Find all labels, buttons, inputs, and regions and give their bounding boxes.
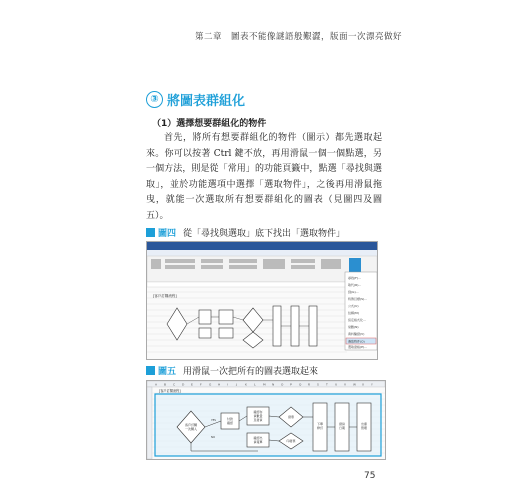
svg-text:設定格式化...: 設定格式化...: [348, 318, 366, 322]
svg-text:到(G)...: 到(G)...: [348, 290, 359, 294]
svg-text:選取物件(O): 選取物件(O): [348, 339, 365, 344]
figure4-label: [146, 226, 345, 239]
figure5-no: NO: [211, 436, 215, 439]
figure4-number: 圖四: [158, 229, 177, 239]
svg-text:A: A: [155, 382, 158, 387]
svg-text:E: E: [191, 382, 193, 387]
svg-text:B: B: [164, 382, 167, 387]
section-title: [146, 90, 245, 109]
svg-text:特殊目標(S)...: 特殊目標(S)...: [348, 297, 368, 301]
svg-text:出庫: 出庫: [360, 422, 368, 426]
svg-text:K: K: [245, 382, 247, 387]
svg-text:H: H: [218, 382, 221, 387]
svg-text:確認: 確認: [226, 421, 234, 425]
svg-text:發貨: 發貨: [338, 422, 346, 426]
svg-text:及發貨: 及發貨: [253, 418, 263, 422]
svg-text:發票: 發票: [287, 415, 295, 419]
figure5-label: [146, 364, 318, 377]
svg-text:修訂: 修訂: [316, 426, 324, 430]
svg-text:L: L: [254, 382, 256, 387]
figure5-caption: 用滑鼠一次把所有的圖表選取起來: [183, 367, 319, 377]
svg-text:W: W: [353, 382, 356, 387]
svg-text:選取窗格(P)...: 選取窗格(P)...: [348, 345, 368, 349]
svg-text:常數(N): 常數(N): [348, 325, 359, 329]
figure-marker-icon: [146, 366, 155, 375]
svg-text:C: C: [173, 382, 176, 387]
figure5-cell-label: [客戶訂購流程]: [159, 389, 181, 393]
section-number: ③: [146, 91, 163, 108]
svg-text:O: O: [281, 382, 284, 387]
svg-text:Y: Y: [371, 382, 373, 387]
svg-text:貨報單: 貨報單: [253, 440, 263, 444]
svg-text:Q: Q: [299, 382, 302, 387]
svg-text:確認存: 確認存: [253, 410, 263, 414]
svg-text:客戶訂購: 客戶訂購: [184, 423, 198, 427]
figure4-screenshot: [146, 241, 378, 360]
svg-text:尋找(F)...: 尋找(F)...: [348, 276, 361, 280]
page-number: 75: [364, 471, 376, 481]
svg-text:G: G: [209, 382, 212, 387]
svg-text:管理: 管理: [360, 426, 368, 430]
svg-text:P: P: [290, 382, 292, 387]
svg-text:取代(R)...: 取代(R)...: [348, 283, 362, 287]
figure4-cell-label: [客戶訂購流程]: [153, 294, 177, 298]
svg-text:貨數量: 貨數量: [253, 414, 263, 418]
svg-text:印發票: 印發票: [286, 439, 296, 443]
svg-text:確認出: 確認出: [253, 436, 263, 440]
svg-text:註解(M): 註解(M): [348, 311, 359, 315]
figure4-caption: 從「尋找與選取」底下找出「選取物件」: [183, 229, 346, 239]
body-paragraph: 首先，將所有想要群組化的物件（圖示）都先選取起來。你可以按著 Ctrl 鍵不放，再用滑鼠一個一個點選，另一個方法，則是從「常用」的功能頁籤中，點選「尋找與選取」，並於功能選項中選擇「選取物件」，之後再用滑鼠拖曳，就能一次選取所有想要群組化的圖表（見圖四及圖五）。: [146, 133, 382, 221]
svg-text:付款: 付款: [226, 417, 234, 421]
running-header: 第二章 圖表不能像謎語般艱澀，版面一次漂亮做好: [194, 32, 402, 42]
svg-text:S: S: [317, 382, 319, 387]
svg-text:V: V: [344, 382, 347, 387]
section-title-text: 將圖表群組化: [167, 94, 246, 109]
figure-marker-icon: [146, 228, 155, 237]
svg-text:M: M: [263, 382, 266, 387]
subsection-title: （1）選擇想要群組化的物件: [152, 119, 267, 129]
svg-text:D: D: [182, 382, 185, 387]
svg-text:公式(U): 公式(U): [348, 304, 359, 308]
svg-text:下單: 下單: [316, 422, 324, 426]
svg-text:J: J: [236, 382, 237, 387]
svg-text:資料驗證(V): 資料驗證(V): [348, 332, 365, 336]
svg-text:I: I: [227, 382, 228, 387]
svg-text:R: R: [308, 382, 311, 387]
figure5-screenshot: [146, 380, 386, 460]
figure5-number: 圖五: [158, 367, 177, 377]
svg-text:日期: 日期: [338, 426, 346, 430]
svg-text:U: U: [335, 382, 338, 387]
figure5-yes: YES: [211, 419, 216, 422]
svg-text:一次購入: 一次購入: [184, 427, 198, 431]
svg-text:F: F: [200, 382, 202, 387]
svg-text:X: X: [362, 382, 365, 387]
svg-text:T: T: [326, 382, 328, 387]
svg-text:N: N: [272, 382, 275, 387]
